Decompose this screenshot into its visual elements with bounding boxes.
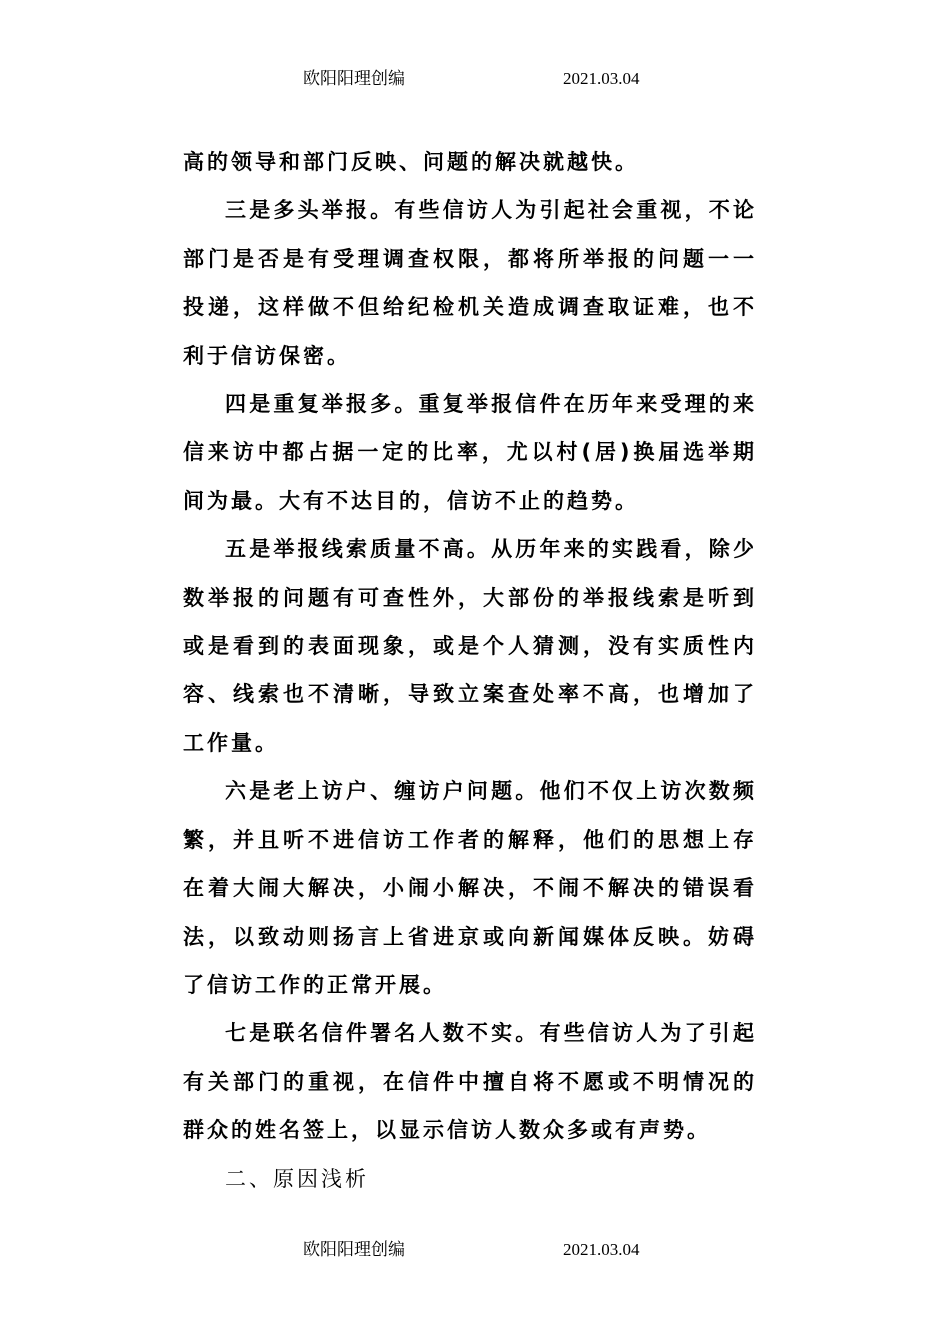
- paragraph-continuation: 高的领导和部门反映、问题的解决就越快。: [183, 150, 639, 174]
- paragraph-joint-letters: 七是联名信件署名人数不实。有些信访人为了引起有关部门的重视，在信件中擅自将不愿或不明情况的群众的姓名签上，以显示信访人数众多或有声势。: [183, 1021, 757, 1143]
- page-footer: [0, 1235, 950, 1265]
- header-date: 2021.03.04: [563, 69, 640, 88]
- document-body: [183, 138, 757, 1203]
- section-heading: 二、原因浅析: [225, 1166, 369, 1191]
- page-header: [0, 64, 950, 94]
- paragraph-multi-report: 三是多头举报。有些信访人为引起社会重视，不论部门是否是有受理调查权限，都将所举报的问题一一投递，这样做不但给纪检机关造成调查取证难，也不利于信访保密。: [183, 198, 757, 368]
- paragraph-repeat-report: 四是重复举报多。重复举报信件在历年来受理的来信来访中都占据一定的比率，尤以村(居)换届选举期间为最。大有不达目的，信访不止的趋势。: [183, 392, 757, 513]
- header-author: 欧阳阳理创编: [303, 69, 405, 88]
- footer-author: 欧阳阳理创编: [303, 1240, 405, 1259]
- footer-date: 2021.03.04: [563, 1240, 640, 1259]
- paragraph-persistent-petitioners: 六是老上访户、缠访户问题。他们不仅上访次数频繁，并且听不进信访工作者的解释，他们的思想上存在着大闹大解决，小闹小解决，不闹不解决的错误看法，以致动则扬言上省进京或向新闻媒体反映。妨碍了信访工作的正常开展。: [183, 779, 757, 997]
- paragraph-clue-quality: 五是举报线索质量不高。从历年来的实践看，除少数举报的问题有可查性外，大部份的举报线索是听到或是看到的表面现象，或是个人猜测，没有实质性内容、线索也不清晰，导致立案查处率不高，也增加了工作量。: [183, 537, 757, 755]
